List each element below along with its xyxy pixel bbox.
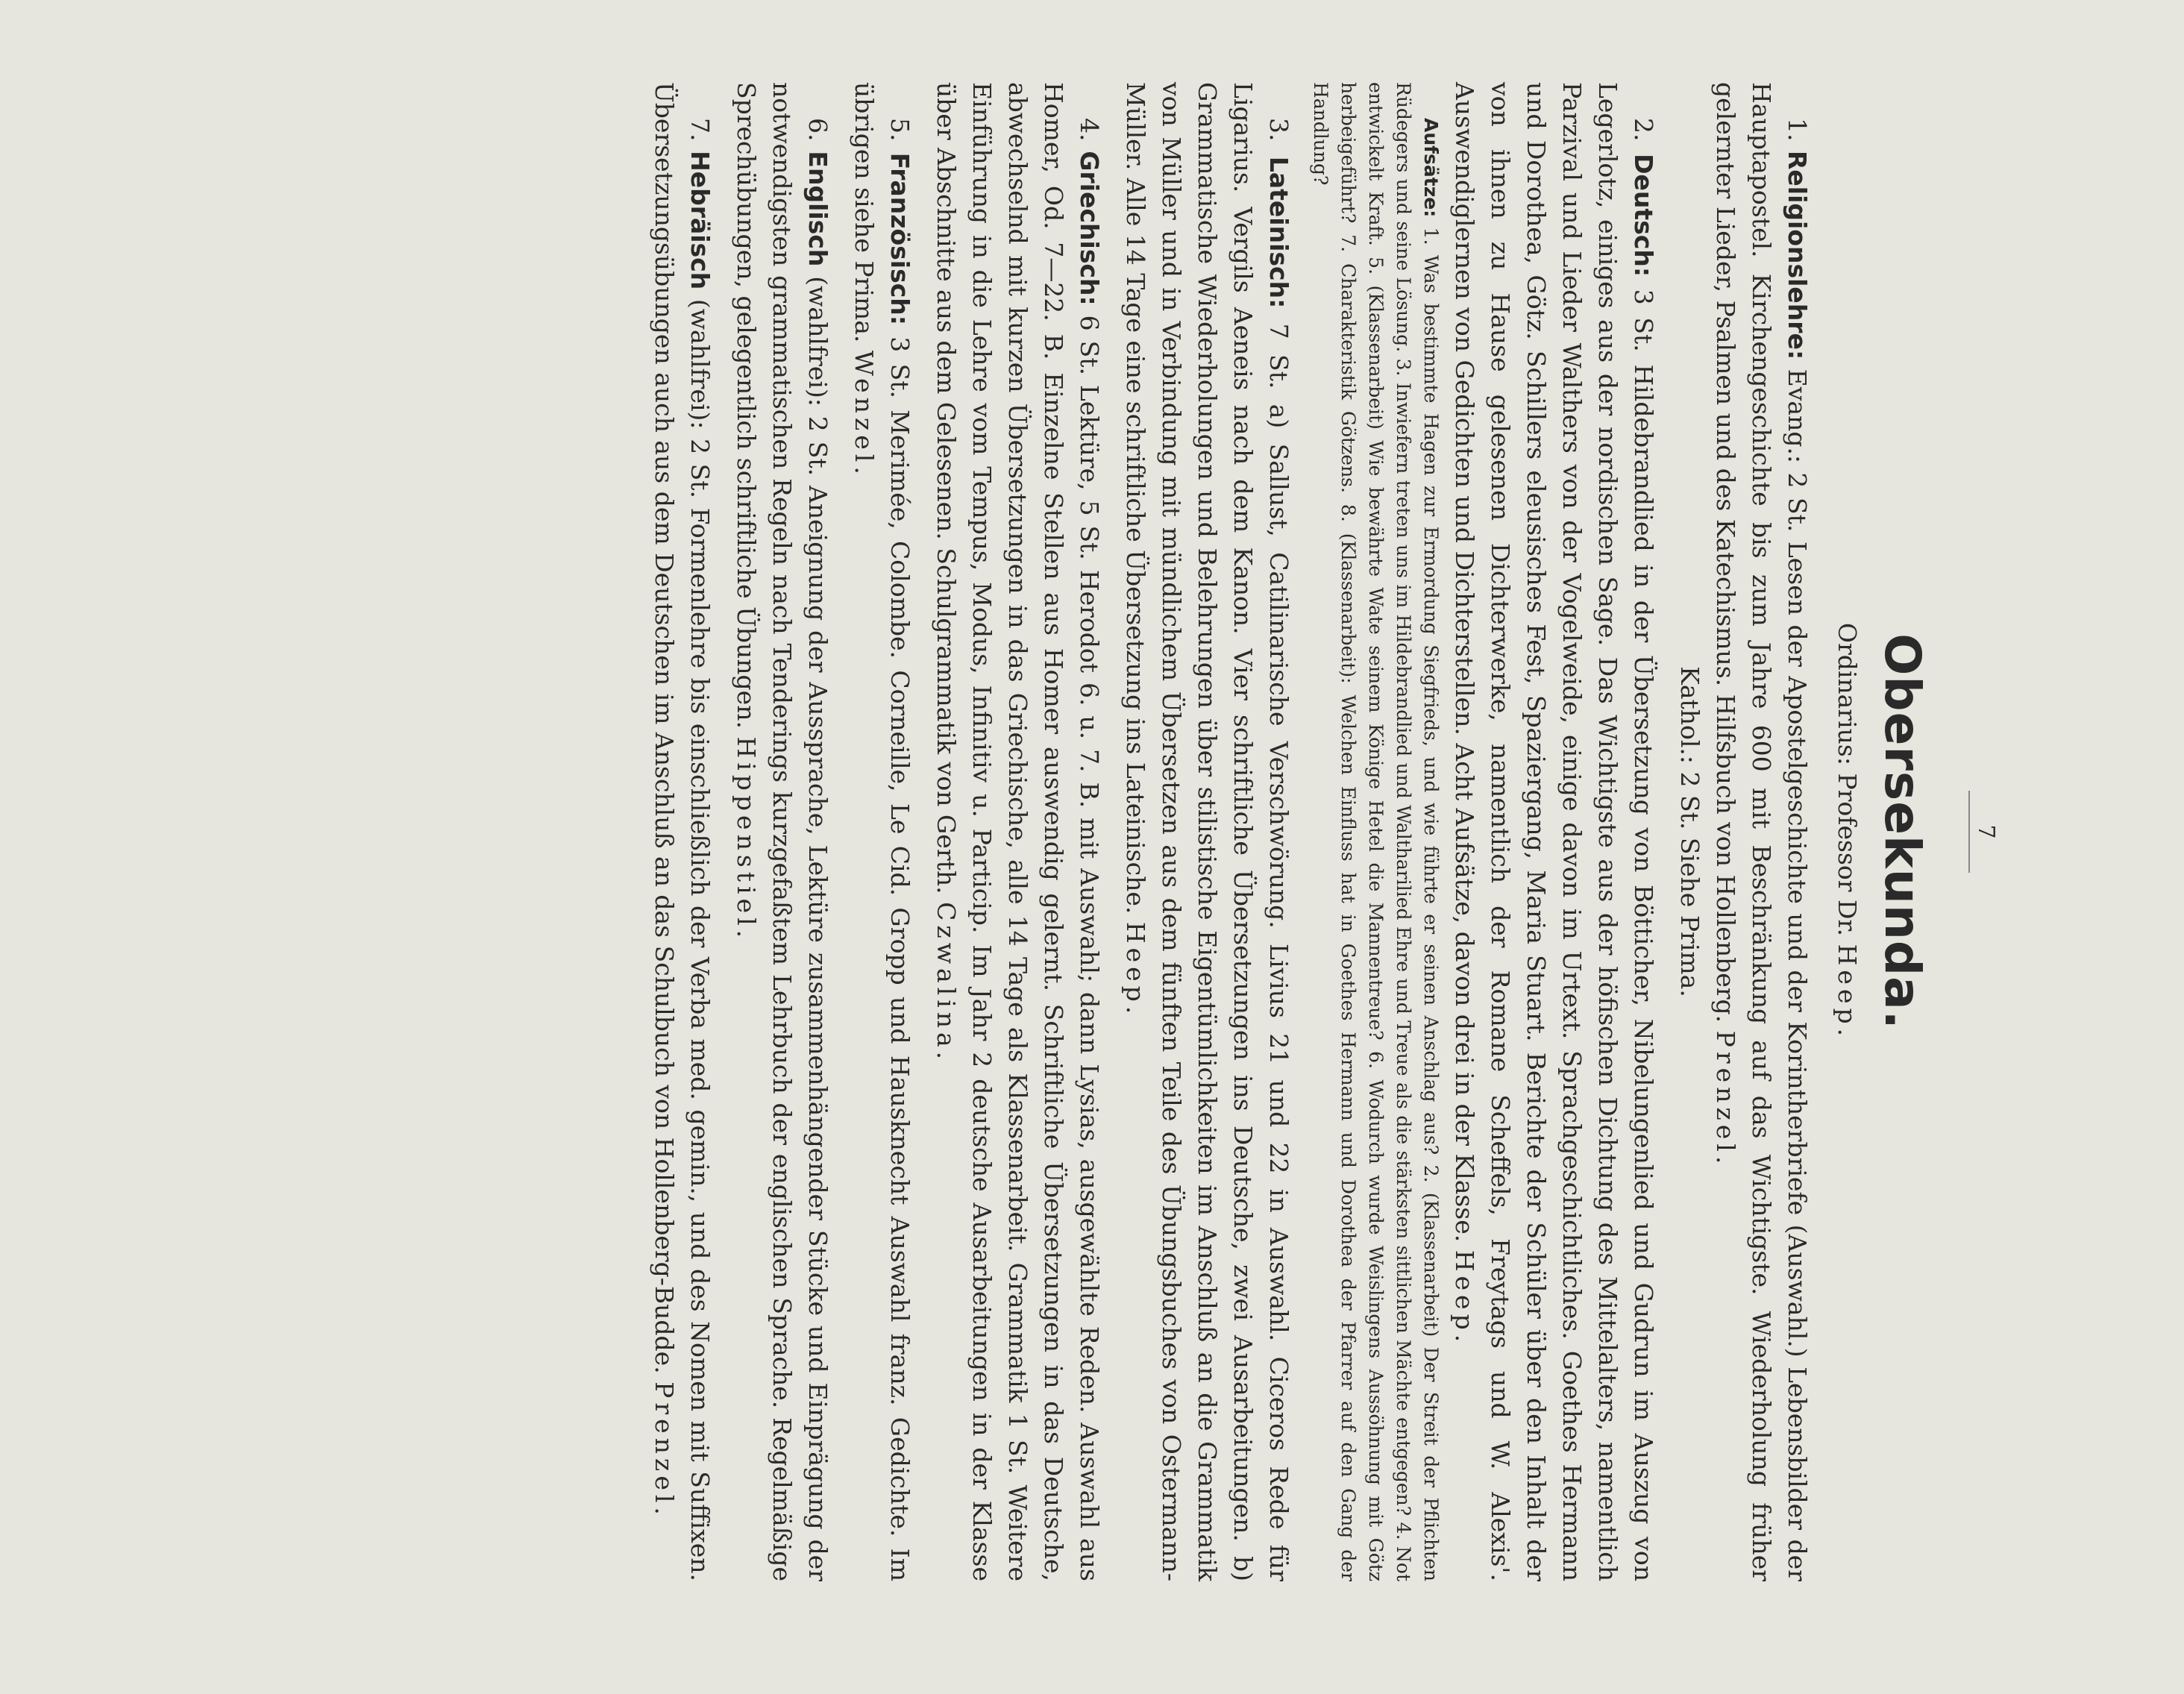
subject-heading: Lateinisch: (1264, 156, 1293, 309)
page-content (149, 45, 2014, 1611)
ordinarius-name: Heep. (1833, 944, 1862, 1041)
section-hebraeisch (646, 82, 718, 1581)
section-number: 2. (1629, 118, 1658, 154)
subject-heading: Hebräisch (685, 151, 715, 290)
section-number: 5. (885, 118, 914, 153)
ordinarius-line (1833, 82, 1862, 1581)
section-text: Evang.: 2 St. Lesen der Apostelgeschichte und der Korintherbriefe (Auswahl.) Lebensbilder der Hauptapostel. Kirchengeschichte bis zum Jahre 600 mit Beschränkung auf das Wichtigste. Wiederholung früher gelernter Lieder, Psalmen und des Katechismus. Hilfsbuch von Hollenberg. (1711, 82, 1812, 1581)
subject-heading: Religionslehre: (1783, 150, 1812, 360)
section-latein (1117, 82, 1296, 1581)
section-number: 4. (1075, 118, 1104, 151)
section-englisch (728, 82, 835, 1581)
section-text: 6 St. Lektüre, 5 St. Herodot 6. u. 7. B. mit Auswahl; dann Lysias, ausgewählte Reden. Auswahl aus Homer, Od. 7—22. B. Einzelne Stellen aus Homer auswendig gelernt. Schriftliche Übersetzungen in das Deutsche, abwechselnd mit kurzen Übersetzungen in das Griechische, alle 14 Tage als Klassenarbeit. Grammatik 1 St. Weitere Einführung in die Lehre vom Tempus, Modus, Infinitiv u. Particip. Im Jahr 2 deutsche Ausarbeitungen in der Klasse über Abschnitte aus dem Gelesenen. Schulgrammatik von Gerth. (932, 82, 1104, 1581)
section-griechisch (928, 82, 1107, 1581)
page-number-rule (1968, 791, 1970, 873)
aufsaetze-label: Aufsätze: (1420, 118, 1442, 218)
subject-heading: Griechisch: (1075, 151, 1104, 306)
teacher-name: Heep. (1121, 921, 1150, 1019)
section-religion-kathol: Kathol.: 2 St. Siehe Prima. (1675, 666, 1704, 997)
subject-heading: Englisch (803, 151, 832, 267)
section-deutsch-aufsaetze (1307, 82, 1445, 1581)
teacher-name: Czwalina. (932, 902, 961, 1064)
teacher-name: Prenzel. (650, 1381, 679, 1519)
page-number: 7 (1973, 824, 1999, 839)
teacher-name: Heep. (1450, 1249, 1479, 1347)
subject-heading: Deutsch: (1629, 154, 1658, 277)
section-number: 6. (803, 118, 832, 151)
section-franzoesisch (846, 82, 917, 1581)
section-text: 3 St. Merimée, Colombe. Corneille, Le Cid. Gropp und Hausknecht Auswahl franz. Gedichte. Im übrigen siehe Prima. (850, 82, 914, 1581)
section-text: (wahlfrei): 2 St. Formenlehre bis einschließlich der Verba med. gemin., und des Nomen mit Suffixen. Übersetzungsübungen auch aus dem Deutschen im Anschluß an das Schulbuch von Hollenberg-Budde. (650, 82, 715, 1581)
section-religion (1707, 82, 1815, 1581)
section-text: (wahlfrei): 2 St. Aneignung der Aussprache, Lektüre zusammenhängender Stücke und Einprägung der notwendigsten grammatischen Regeln nach Tenderings kurzgefaßtem Lehrbuch der englischen Sprache. Regelmäßige Sprechübungen, gelegentlich schriftliche Übungen. (732, 82, 832, 1581)
section-number: 7. (685, 118, 715, 151)
teacher-name: Hippenstiel. (732, 736, 761, 943)
section-number: 3. (1264, 118, 1293, 157)
section-text: 7 St. a) Sallust, Catilinarische Verschwörung. Livius 21 und 22 in Auswahl. Ciceros Rede für Ligarius. Vergils Aeneis nach dem Kanon. Vier schriftliche Übersetzungen ins Deutsche, zwei Ausarbeitungen. b) Grammatische Wiederholungen und Belehrungen über stilistische Eigentümlichkeiten im Anschluß an die Grammatik von Müller und in Verbindung mit mündlichem Übersetzen aus dem fünften Teile des Übungsbuches von Ostermann-Müller. Alle 14 Tage eine schriftliche Übersetzung ins Lateinische. (1121, 82, 1293, 1581)
section-deutsch (1446, 82, 1661, 1581)
ordinarius-label: Ordinarius: Professor Dr. (1833, 622, 1862, 944)
teacher-name: Prenzel. (1711, 1030, 1740, 1169)
section-text: 3 St. Hildebrandlied in der Übersetzung von Bötticher, Nibelungenlied und Gudrun im Auszug von Legerlotz, einiges aus der nordischen Sage. Das Wichtigste aus der höfischen Dichtung des Mittelalters, namentlich Parzival und Lieder Walthers von der Vogelweide, einige davon im Urtext. Sprachgeschichtliches. Goethes Hermann und Dorothea, Götz. Schillers eleusisches Fest, Spaziergang, Maria Stuart. Berichte der Schüler über den Inhalt der von ihnen zu Hause gelesenen Dichterwerke, namentlich der Romane Scheffels, Freytags und W. Alexis'. Auswendiglernen von Gedichten und Dichterstellen. Acht Aufsätze, davon drei in der Klasse. (1450, 82, 1658, 1581)
aufsaetze-text: 1. Was bestimmte Hagen zur Ermordung Siegfrieds, und wie führte er seinen Anschlag aus? 2. (Klassenarbeit) Der Streit der Pflichten Rüdegers und seine Lösung. 3. Inwiefern treten uns im Hildebrandlied und Waltharilied Ehre und Treue als die stärksten sittlichen Mächte entgegen? 4. Not entwickelt Kraft. 5. (Klassenarbeit) Wie bewährte Wate seinem Könige Hetel die Mannentreue? 6. Wodurch wurde Weislingens Aussöhnung mit Götz herbeigeführt? 7. Charakteristik Götzens. 8. (Klassenarbeit): Welchen Einfluss hat in Goethes Hermann und Dorothea der Pfarrer auf den Gang der Handlung? (1310, 82, 1442, 1581)
section-number: 1. (1783, 118, 1812, 151)
teacher-name: Wenzel. (850, 350, 879, 479)
page-title: Obersekunda. (1874, 633, 1931, 1030)
subject-heading: Französisch: (885, 152, 914, 325)
